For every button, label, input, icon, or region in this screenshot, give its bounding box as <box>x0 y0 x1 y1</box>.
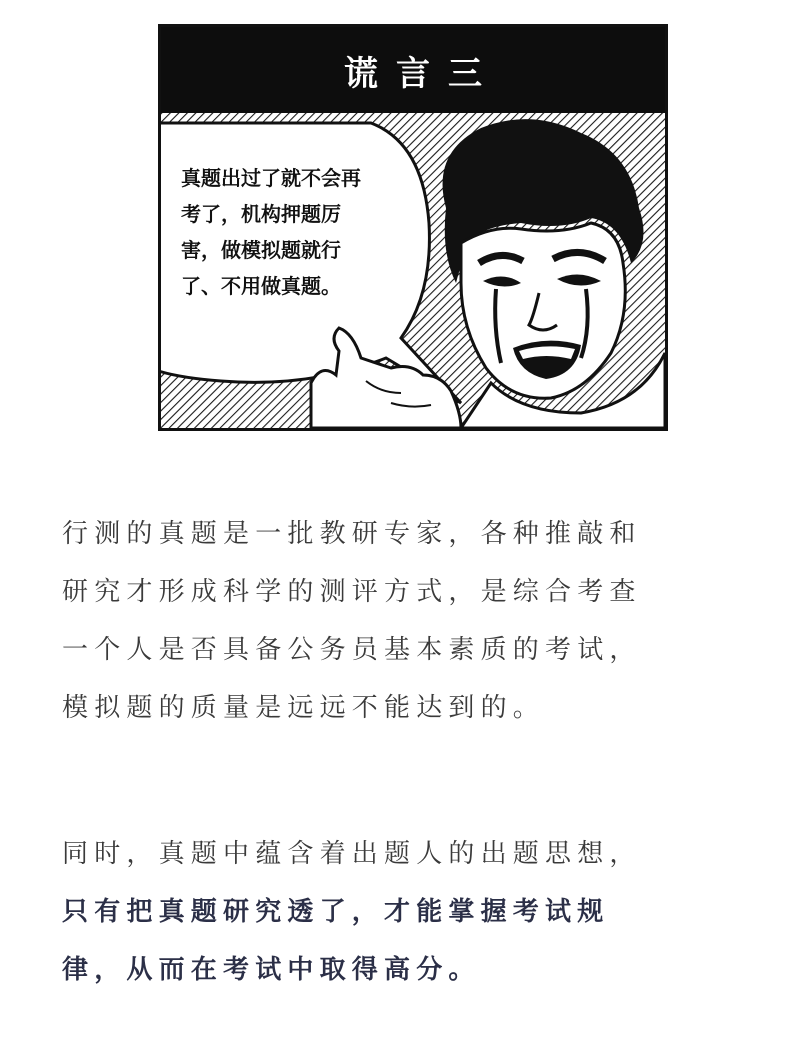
bubble-line: 真题出过了就不会再 <box>181 166 361 190</box>
speech-bubble-text <box>181 160 421 304</box>
paragraph-line: 行测的真题是一批教研专家，各种推敲和 <box>62 519 642 549</box>
bubble-line: 害，做模拟题就行 <box>181 238 341 262</box>
paragraph-line: 模拟题的质量是远远不能达到的。 <box>62 693 546 723</box>
paragraph-line: 同时，真题中蕴含着出题人的出题思想， <box>62 839 642 869</box>
bubble-line: 考了，机构押题厉 <box>181 202 341 226</box>
emphasis-line: 只有把真题研究透了，才能掌握考试规 <box>62 897 610 927</box>
paragraph-line: 一个人是否具备公务员基本素质的考试， <box>62 635 642 665</box>
paragraph-2 <box>62 825 772 999</box>
comic-title: 谎言三 <box>344 53 500 94</box>
bubble-line: 了、不用做真题。 <box>181 274 341 298</box>
emphasis-line: 律，从而在考试中取得高分。 <box>62 955 481 985</box>
comic-panel <box>158 24 668 431</box>
paragraph-1 <box>62 505 772 737</box>
paragraph-line: 研究才形成科学的测评方式，是综合考查 <box>62 577 642 607</box>
comic-header <box>161 27 665 113</box>
